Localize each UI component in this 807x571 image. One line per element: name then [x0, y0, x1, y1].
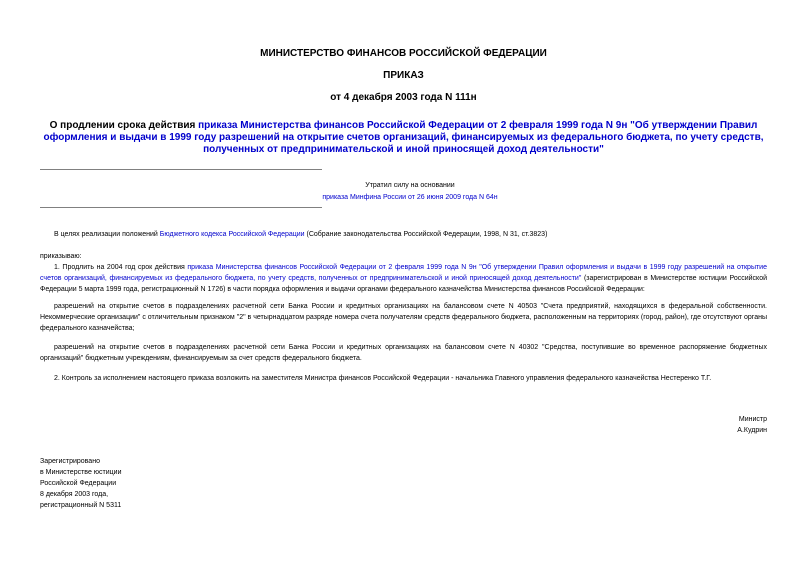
void-note-link[interactable]: приказа Минфина России от 26 июня 2009 года N 64н: [322, 194, 498, 201]
item-1-suffix: (зарегистрирован в Министерстве юстиции Российской Федерации 5 марта 1999 года, регистрационный N 1726) в части порядка оформления и выдачи органами федерального казначейства Министерства финансов Российской Федерации:: [40, 275, 767, 293]
intro-suffix: (Собрание законодательства Российской Федерации, 1998, N 31, ст.3823): [304, 231, 548, 238]
signature-name: А.Кудрин: [737, 427, 767, 434]
signature-title: Министр: [738, 416, 767, 423]
registration-line: 8 декабря 2003 года,: [40, 491, 109, 498]
sub-item-account-40503: разрешений на открытие счетов в подразделениях расчетной сети Банка России и кредитных организациях на балансовом счете N 40503 "Счета предприятий, находящихся в федеральной собственности. Некоммерческие организации" с отличительным признаком "2" в четырнадцатом разряде номера счета получателям средств федерального бюджета, расположенным на территориях (город, район), где отсутствуют органы федерального казначейства;: [40, 303, 767, 332]
document-type-heading: ПРИКАЗ: [383, 70, 424, 81]
void-note-text: Утратил силу на основании: [365, 182, 455, 189]
item-1-prefix: 1. Продлить на 2004 год срок действия: [54, 264, 188, 271]
sub-item-account-40302: разрешений на открытие счетов в подразделениях расчетной сети Банка России и кредитных организациях на балансовом счете N 40302 "Средства, поступившие во временное распоряжение бюджетных организаций" бюджетным учреждениям, финансируемым за счет средств федерального бюджета.: [40, 344, 767, 362]
item-1-link-order-9n[interactable]: приказа Министерства финансов Российской Федерации от 2 февраля 1999 года N 9н "Об утверждении Правил оформления и выдачи в 1999 году разрешений на открытие счетов организаций, финансируемых из федерального бюджета, по учету средств, полученных от предпринимательской и иной приносящей доход деятельности": [40, 264, 767, 282]
registration-line: в Министерстве юстиции: [40, 469, 122, 476]
ministry-heading: МИНИСТЕРСТВО ФИНАНСОВ РОССИЙСКОЙ ФЕДЕРАЦИИ: [260, 48, 547, 59]
subject-prefix: О продлении срока действия: [49, 120, 199, 131]
item-2-paragraph: 2. Контроль за исполнением настоящего приказа возложить на заместителя Министра финансов Российской Федерации - начальника Главного управления федерального казначейства Нестеренко Т.Г.: [54, 375, 712, 382]
document-subject: [40, 120, 767, 156]
separator-line-bottom: [40, 207, 322, 208]
registration-line: регистрационный N 5311: [40, 502, 122, 509]
registration-line: Зарегистрировано: [40, 458, 100, 465]
budget-code-link[interactable]: Бюджетного кодекса Российской Федерации: [159, 231, 305, 238]
date-number-heading: от 4 декабря 2003 года N 111н: [330, 92, 477, 103]
separator-line-top: [40, 169, 322, 170]
registration-line: Российской Федерации: [40, 480, 117, 487]
item-1-paragraph: [40, 262, 767, 295]
intro-paragraph: [54, 229, 774, 240]
intro-prefix: В целях реализации положений: [54, 231, 160, 238]
order-word: приказываю:: [40, 253, 82, 260]
subject-link-order-9n[interactable]: приказа Министерства финансов Российской Федерации от 2 февраля 1999 года N 9н "Об утверждении Правил оформления и выдачи в 1999 году разрешений на открытие счетов организаций, финансируемых из федерального бюджета, по учету средств, полученных от предпринимательской и иной приносящей доход деятельности": [43, 120, 764, 155]
